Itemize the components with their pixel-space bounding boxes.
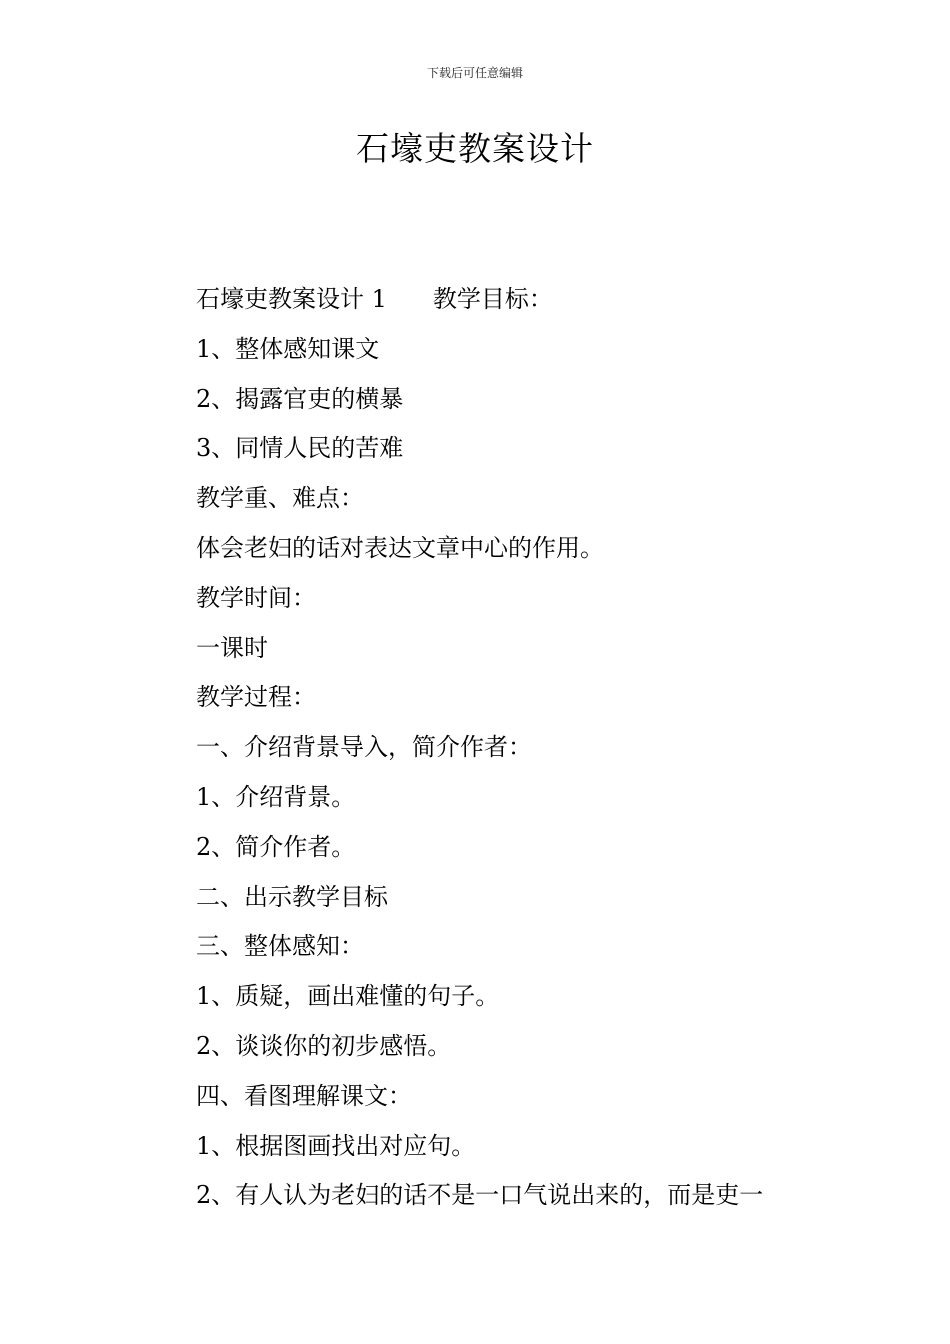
document-body bbox=[196, 275, 836, 1221]
section-label: 石壕吏教案设计 1 bbox=[196, 285, 387, 313]
text-line: 1、介绍背景。 bbox=[196, 782, 356, 811]
document-title: 石壕吏教案设计 bbox=[356, 129, 594, 168]
text-line: 2、揭露官吏的横暴 bbox=[196, 384, 404, 413]
text-line: 1、整体感知课文 bbox=[196, 334, 380, 363]
text-line: 一、介绍背景导入，简介作者： bbox=[196, 733, 532, 762]
text-line: 二、出示教学目标 bbox=[196, 882, 388, 911]
text-line: 三、整体感知： bbox=[196, 932, 364, 961]
page-header-note: 下载后可任意编辑 bbox=[426, 66, 523, 80]
text-line: 2、有人认为老妇的话不是一口气说出来的，而是吏一 bbox=[196, 1181, 764, 1210]
text-line: 1、根据图画找出对应句。 bbox=[196, 1131, 476, 1160]
text-line: 3、同情人民的苦难 bbox=[196, 434, 404, 463]
text-line: 教学过程： bbox=[196, 683, 316, 712]
text-line: 体会老妇的话对表达文章中心的作用。 bbox=[196, 533, 604, 562]
first-line bbox=[196, 275, 836, 325]
text-line: 教学时间： bbox=[196, 583, 316, 612]
text-line: 1、质疑，画出难懂的句子。 bbox=[196, 982, 500, 1011]
teaching-goals-heading: 教学目标： bbox=[432, 285, 553, 313]
text-line: 四、看图理解课文： bbox=[196, 1081, 412, 1110]
text-line: 教学重、难点： bbox=[196, 484, 364, 513]
text-line: 2、简介作者。 bbox=[196, 832, 356, 861]
text-line: 2、谈谈你的初步感悟。 bbox=[196, 1031, 452, 1060]
text-line: 一课时 bbox=[196, 633, 268, 662]
